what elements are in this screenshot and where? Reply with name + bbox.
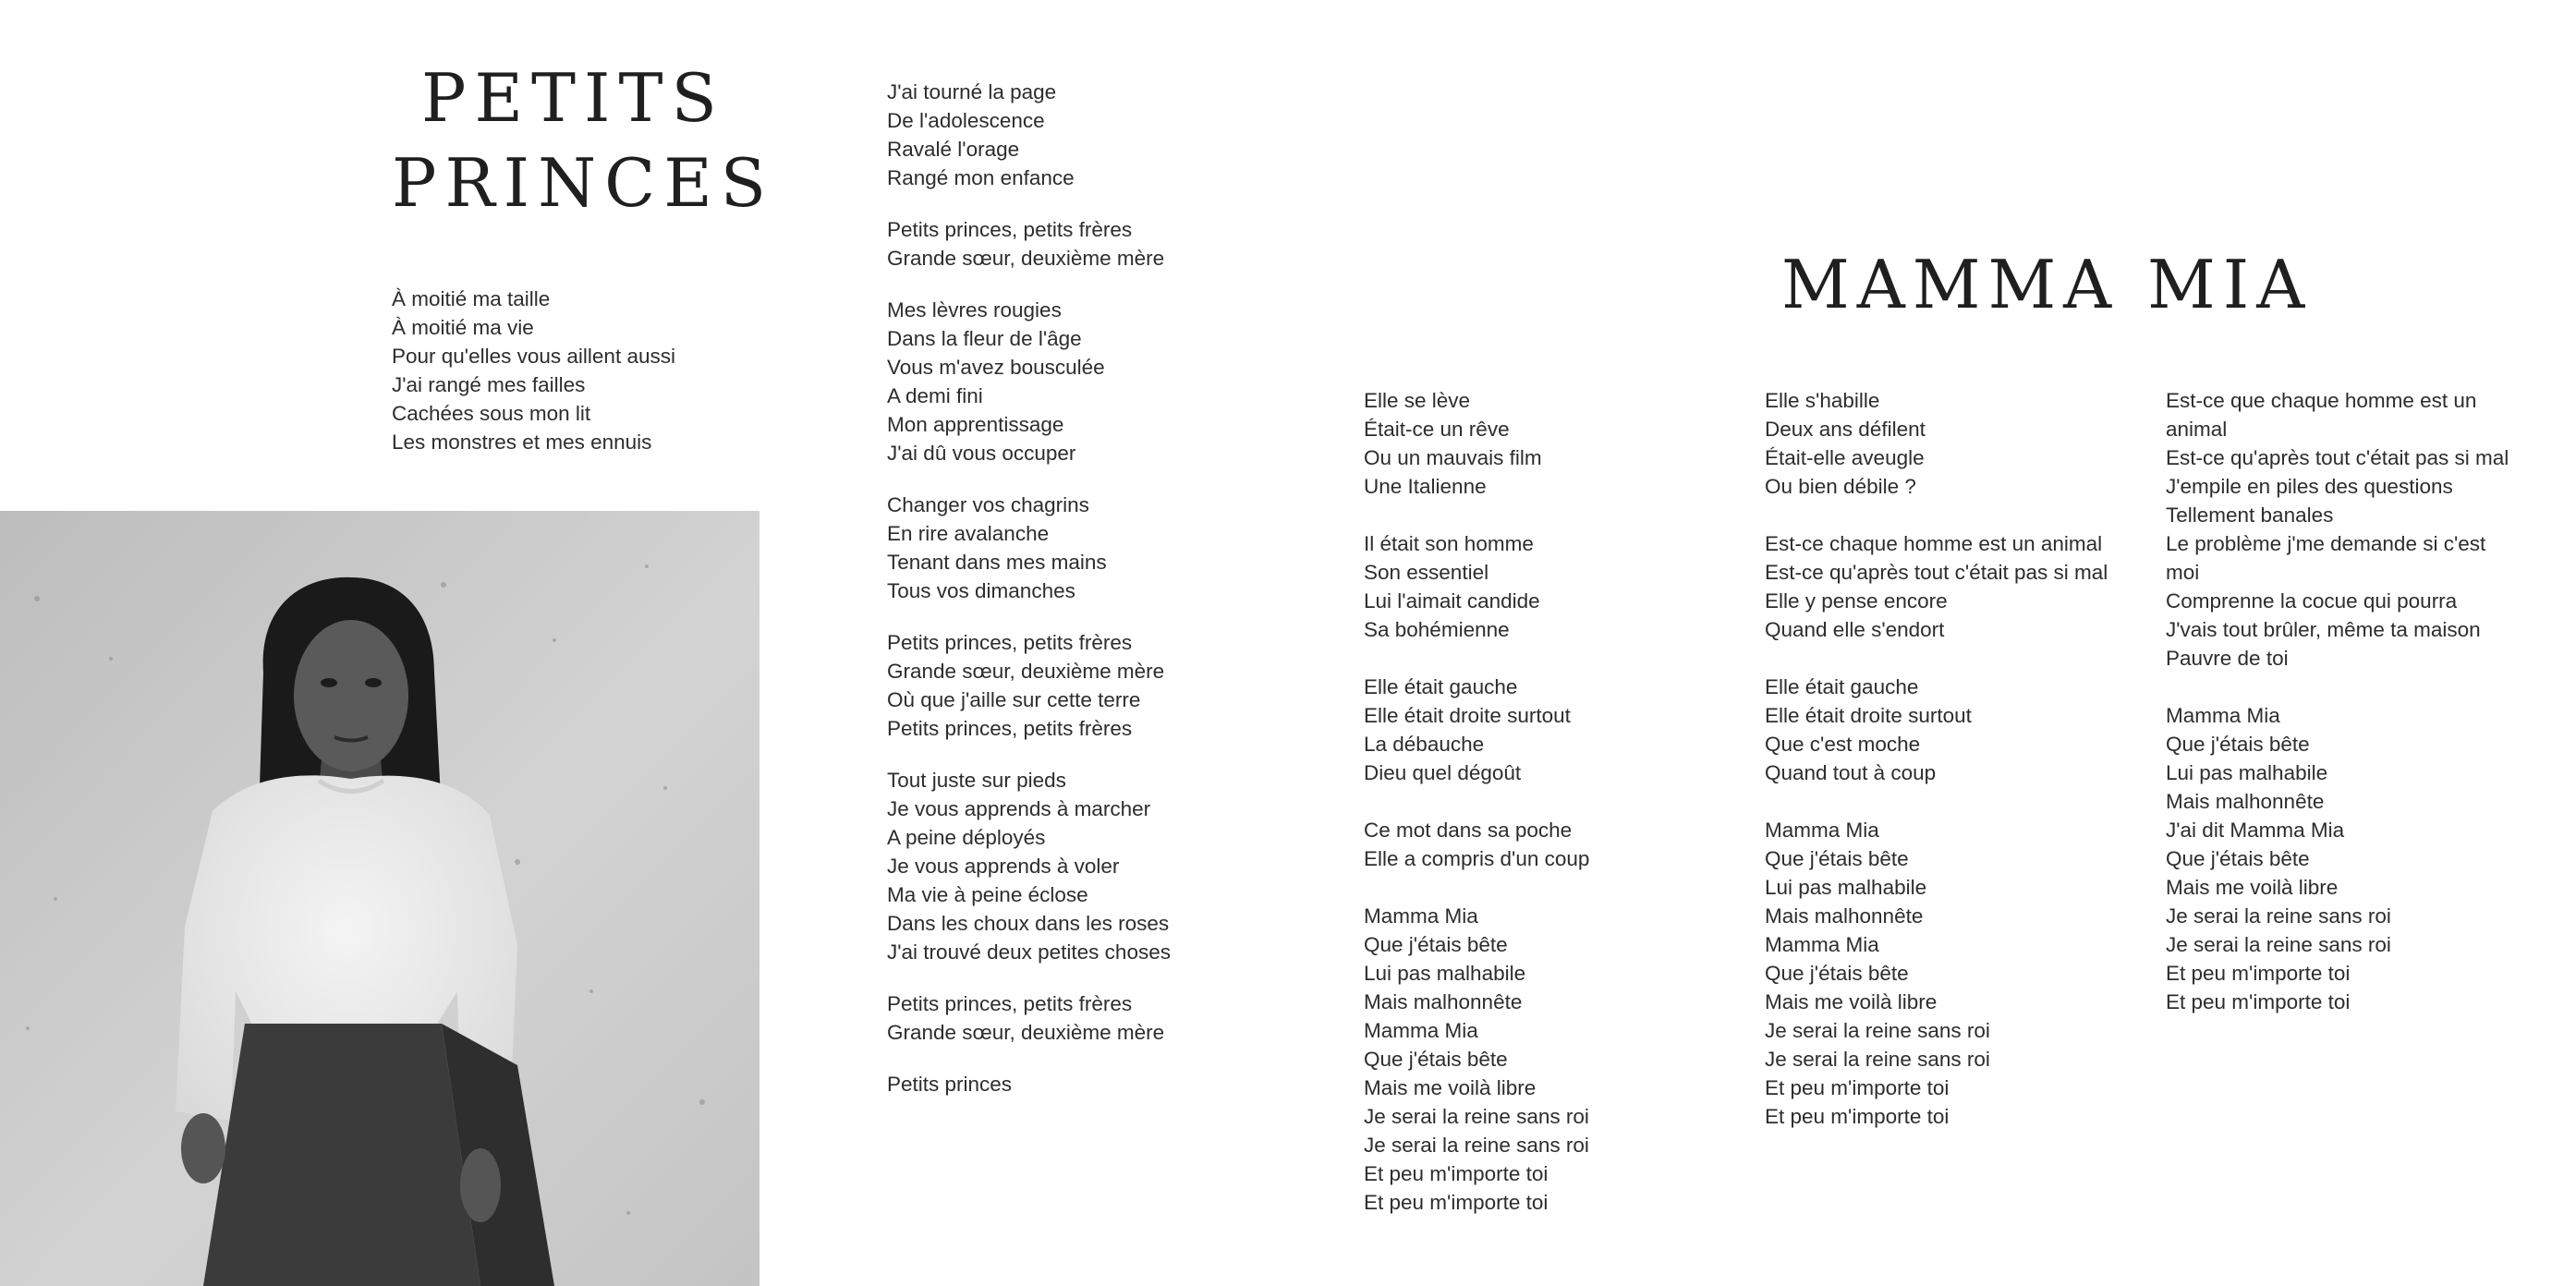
lyric-line: Mamma Mia: [2166, 704, 2280, 727]
lyric-line: Cachées sous mon lit: [392, 402, 591, 425]
lyric-line: Mon apprentissage: [887, 413, 1064, 436]
lyric-line: Mais malhonnête: [1765, 904, 1924, 928]
lyric-line: Et peu m'importe toi: [1765, 1076, 1950, 1099]
lyric-line: Que j'étais bête: [1364, 1048, 1508, 1071]
lyric-line: Le problème j'me demande si c'est moi: [2166, 532, 2486, 584]
lyric-line: Lui l'aimait candide: [1364, 589, 1540, 613]
lyric-line: Que j'étais bête: [2166, 733, 2310, 756]
stanza: [1364, 529, 1589, 644]
lyric-line: Quand elle s'endort: [1765, 618, 1945, 641]
lyric-line: Grande sœur, deuxième mère: [887, 660, 1165, 683]
lyric-line: J'ai trouvé deux petites choses: [887, 940, 1171, 964]
lyric-line: Elle était gauche: [1364, 675, 1518, 698]
stanza: [887, 78, 1171, 192]
lyric-line: Les monstres et mes ennuis: [392, 431, 652, 454]
lyric-line: Il était son homme: [1364, 532, 1534, 555]
lyric-line: Son essentiel: [1364, 561, 1489, 584]
lyric-line: Est-ce qu'après tout c'était pas si mal: [1765, 561, 2108, 584]
lyric-line: Dieu quel dégoût: [1364, 761, 1522, 784]
lyric-line: Était-ce un rêve: [1364, 418, 1510, 441]
lyric-line: Elle s'habille: [1765, 389, 1880, 412]
lyric-line: J'ai dit Mamma Mia: [2166, 819, 2345, 842]
lyric-line: Je serai la reine sans roi: [1364, 1134, 1589, 1157]
stanza: [887, 491, 1171, 605]
mamma-mia-column-3: [2166, 386, 2517, 1016]
lyric-line: Et peu m'importe toi: [1364, 1191, 1549, 1214]
lyric-line: Lui pas malhabile: [2166, 761, 2328, 784]
lyric-line: Mais malhonnête: [1364, 990, 1523, 1013]
stanza: [2166, 701, 2517, 1016]
lyric-line: Et peu m'importe toi: [2166, 990, 2351, 1013]
lyric-line: Mais me voilà libre: [1364, 1076, 1537, 1099]
lyric-line: A peine déployés: [887, 826, 1046, 849]
lyric-line: Je serai la reine sans roi: [1765, 1048, 1990, 1071]
stanza: [1364, 816, 1589, 873]
portrait-photo: [0, 511, 759, 1286]
lyric-line: Pauvre de toi: [2166, 647, 2289, 670]
stanza: [887, 1070, 1171, 1098]
lyric-line: Je vous apprends à marcher: [887, 797, 1151, 820]
lyric-line: Lui pas malhabile: [1765, 876, 1927, 899]
lyric-line: Comprenne la cocue qui pourra: [2166, 589, 2458, 613]
lyric-line: Que c'est moche: [1765, 733, 1921, 756]
lyric-line: Elle était gauche: [1765, 675, 1919, 698]
lyric-line: Elle y pense encore: [1765, 589, 1948, 613]
lyric-line: À moitié ma taille: [392, 287, 551, 310]
lyric-line: Que j'étais bête: [2166, 847, 2310, 870]
lyric-line: Lui pas malhabile: [1364, 962, 1526, 985]
lyric-line: Et peu m'importe toi: [2166, 962, 2351, 985]
lyric-line: À moitié ma vie: [392, 316, 534, 339]
lyric-line: Tous vos dimanches: [887, 579, 1075, 602]
lyric-line: Est-ce chaque homme est un animal: [1765, 532, 2103, 555]
lyric-line: Je serai la reine sans roi: [2166, 904, 2391, 928]
lyric-line: J'ai dû vous occuper: [887, 442, 1076, 465]
lyric-line: J'ai rangé mes failles: [392, 373, 586, 396]
stanza: [1765, 529, 2134, 644]
lyric-line: En rire avalanche: [887, 522, 1050, 545]
lyric-line: Petits princes, petits frères: [887, 218, 1133, 241]
lyric-line: Ma vie à peine éclose: [887, 883, 1088, 906]
lyric-line: Quand tout à coup: [1765, 761, 1937, 784]
stanza: [2166, 386, 2517, 673]
lyric-line: Que j'étais bête: [1765, 847, 1909, 870]
stanza: [1765, 816, 2134, 1131]
lyric-line: Mes lèvres rougies: [887, 298, 1062, 322]
lyric-line: Rangé mon enfance: [887, 166, 1075, 189]
lyric-line: Je vous apprends à voler: [887, 855, 1120, 878]
lyric-line: Où que j'aille sur cette terre: [887, 688, 1141, 711]
lyric-line: Mamma Mia: [1364, 1019, 1478, 1042]
mamma-mia-column-1: [1364, 386, 1589, 1217]
lyric-line: Pour qu'elles vous aillent aussi: [392, 345, 675, 368]
lyric-line: Elle était droite surtout: [1364, 704, 1571, 727]
lyric-line: Mamma Mia: [1765, 933, 1879, 956]
lyric-line: Ou bien débile ?: [1765, 475, 1916, 498]
lyric-line: Ravalé l'orage: [887, 138, 1020, 161]
lyric-line: Dans la fleur de l'âge: [887, 327, 1082, 350]
stanza: [887, 766, 1171, 966]
lyric-line: Tellement banales: [2166, 503, 2334, 527]
stanza: [887, 628, 1171, 743]
lyric-line: Mamma Mia: [1364, 904, 1478, 928]
lyric-line: J'ai tourné la page: [887, 80, 1057, 103]
lyric-line: Changer vos chagrins: [887, 493, 1089, 516]
stanza: [1364, 386, 1589, 501]
stanza: [392, 285, 675, 456]
lyric-line: Était-elle aveugle: [1765, 446, 1925, 469]
stanza: [1765, 386, 2134, 501]
stanza: [1765, 673, 2134, 787]
lyric-line: Elle se lève: [1364, 389, 1471, 412]
lyric-line: Tout juste sur pieds: [887, 769, 1066, 792]
lyric-line: Grande sœur, deuxième mère: [887, 1021, 1165, 1044]
lyric-line: Vous m'avez bousculée: [887, 356, 1105, 379]
lyric-line: Petits princes: [887, 1073, 1013, 1096]
lyric-line: J'empile en piles des questions: [2166, 475, 2453, 498]
petits-princes-lyrics: [887, 78, 1171, 1098]
lyric-line: Je serai la reine sans roi: [1364, 1105, 1589, 1128]
lyric-line: La débauche: [1364, 733, 1485, 756]
lyric-line: Petits princes, petits frères: [887, 992, 1133, 1015]
lyric-line: Une Italienne: [1364, 475, 1487, 498]
lyric-line: Elle a compris d'un coup: [1364, 847, 1590, 870]
lyric-line: Petits princes, petits frères: [887, 717, 1133, 740]
petits-princes-title-line2: PRINCES: [392, 144, 775, 222]
lyric-line: Je serai la reine sans roi: [1765, 1019, 1990, 1042]
lyric-line: Dans les choux dans les roses: [887, 912, 1170, 935]
lyric-line: Est-ce que chaque homme est un animal: [2166, 389, 2477, 441]
lyric-line: Mais me voilà libre: [2166, 876, 2339, 899]
petits-princes-intro: [392, 285, 675, 456]
lyric-line: De l'adolescence: [887, 109, 1045, 132]
lyric-line: Deux ans défilent: [1765, 418, 1926, 441]
lyric-line: Mais me voilà libre: [1765, 990, 1938, 1013]
stanza: [887, 215, 1171, 273]
lyric-line: Sa bohémienne: [1364, 618, 1510, 641]
lyric-line: Mamma Mia: [1765, 819, 1879, 842]
lyric-line: Petits princes, petits frères: [887, 631, 1133, 654]
mamma-mia-title: MAMMA MIA: [1781, 246, 2313, 323]
lyric-line: Et peu m'importe toi: [1765, 1105, 1950, 1128]
stanza: [887, 296, 1171, 467]
lyric-line: Est-ce qu'après tout c'était pas si mal: [2166, 446, 2509, 469]
lyric-line: Que j'étais bête: [1765, 962, 1909, 985]
stanza: [1364, 902, 1589, 1217]
lyric-line: Mais malhonnête: [2166, 790, 2325, 813]
lyric-line: Et peu m'importe toi: [1364, 1162, 1549, 1185]
lyric-line: Ce mot dans sa poche: [1364, 819, 1573, 842]
stanza: [1364, 673, 1589, 787]
mamma-mia-column-2: [1765, 386, 2134, 1131]
stanza: [887, 989, 1171, 1047]
lyric-line: J'vais tout brûler, même ta maison: [2166, 618, 2481, 641]
lyric-line: A demi fini: [887, 384, 983, 407]
lyric-line: Je serai la reine sans roi: [2166, 933, 2391, 956]
petits-princes-title-line1: PETITS: [421, 59, 725, 137]
lyric-line: Grande sœur, deuxième mère: [887, 247, 1165, 270]
lyric-line: Elle était droite surtout: [1765, 704, 1972, 727]
lyric-line: Que j'étais bête: [1364, 933, 1508, 956]
lyric-line: Ou un mauvais film: [1364, 446, 1542, 469]
lyric-line: Tenant dans mes mains: [887, 551, 1107, 574]
